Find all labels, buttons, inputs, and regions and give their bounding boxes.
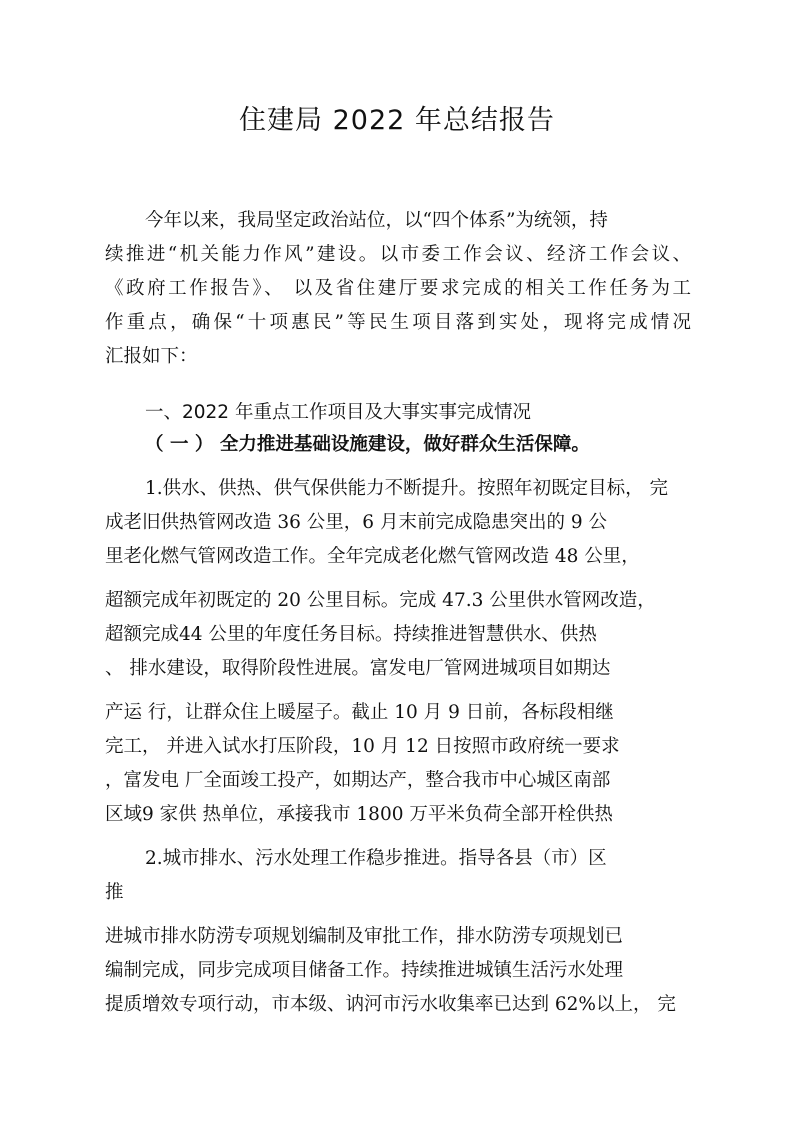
paragraph-line: 区域9 家供 热单位，承接我市 1800 万平米负荷全部开栓供热 bbox=[105, 804, 613, 825]
paragraph-line: 超额完成年初既定的 20 公里目标。完成 47.3 公里供水管网改造， bbox=[105, 590, 656, 611]
document-title: 住建局 2022 年总结报告 bbox=[239, 105, 555, 136]
paragraph-line: 汇报如下： bbox=[105, 346, 198, 367]
paragraph-line: 2.城市排水、污水处理工作稳步推进。指导各县（市）区 bbox=[145, 848, 607, 869]
paragraph-line: 产运 行，让群众住上暖屋子。截止 10 月 9 日前，各标段相继 bbox=[105, 702, 614, 723]
paragraph-line: 提质增效专项行动，市本级、讷河市污水收集率已达到 62%以上， 完 bbox=[105, 994, 676, 1015]
paragraph-line: ，富发电 厂全面竣工投产，如期达产，整合我市中心城区南部 bbox=[105, 770, 611, 791]
paragraph-line: 进城市排水防涝专项规划编制及审批工作，排水防涝专项规划已 bbox=[105, 926, 624, 947]
subsection-heading: （ 一 ） 全力推进基础设施建设，做好群众生活保障。 bbox=[145, 434, 590, 455]
paragraph-line: 《政府工作报告》、 以及省住建厅要求完成的相关工作任务为工 bbox=[105, 278, 691, 299]
paragraph-line: 完工， 并进入试水打压阶段，10 月 12 日按照市政府统一要求 bbox=[105, 736, 620, 757]
paragraph-line: 作重点，确保“十项惠民”等民生项目落到实处，现将完成情况 bbox=[105, 312, 691, 333]
section-heading: 一、2022 年重点工作项目及大事实事完成情况 bbox=[145, 402, 531, 423]
paragraph-line: 、 排水建设，取得阶段性进展。富发电厂管网进城项目如期达 bbox=[105, 658, 611, 679]
paragraph-line: 编制完成，同步完成项目储备工作。持续推进城镇生活污水处理 bbox=[105, 960, 624, 981]
paragraph-line: 今年以来，我局坚定政治站位，以“四个体系”为统领，持 bbox=[145, 210, 608, 231]
paragraph-line: 超额完成44 公里的年度任务目标。持续推进智慧供水、供热 bbox=[105, 624, 597, 645]
paragraph-line: 1.供水、供热、供气保供能力不断提升。按照年初既定目标， 完 bbox=[145, 478, 669, 499]
paragraph-line: 里老化燃气管网改造工作。全年完成老化燃气管网改造 48 公里， bbox=[105, 546, 640, 567]
paragraph-line: 续推进“机关能力作风”建设。以市委工作会议、经济工作会议、 bbox=[105, 244, 691, 265]
paragraph-line: 推 bbox=[105, 882, 124, 903]
paragraph-line: 成老旧供热管网改造 36 公里，6 月末前完成隐患突出的 9 公 bbox=[105, 512, 607, 533]
